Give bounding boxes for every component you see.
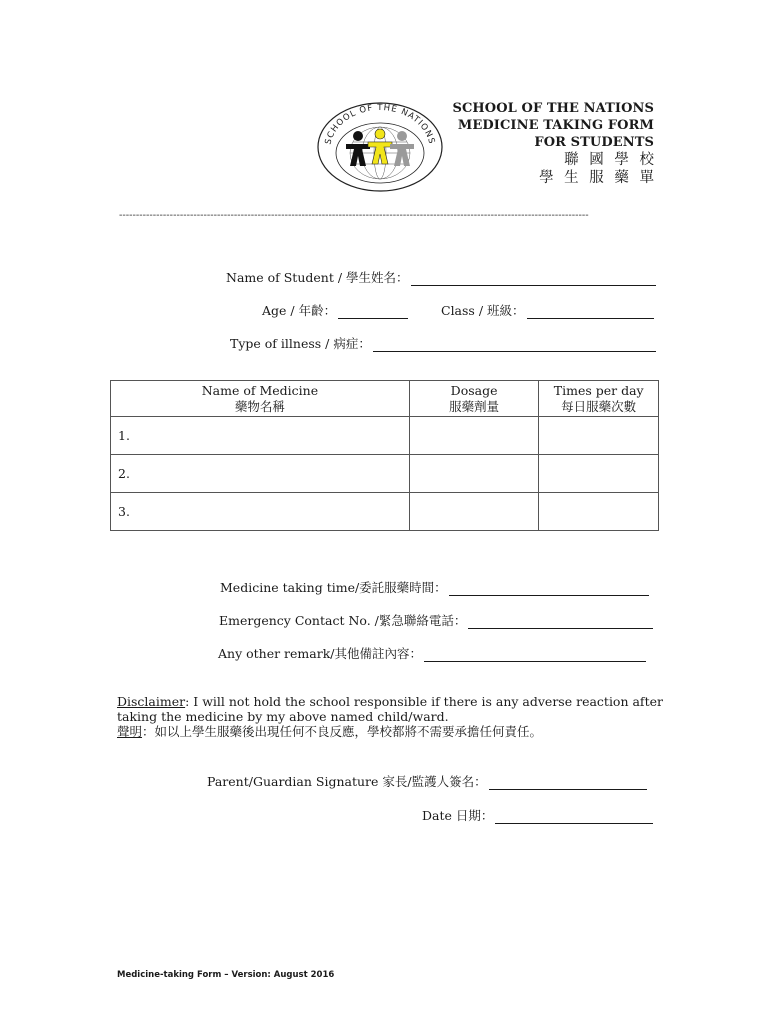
disclaimer-text: : I will not hold the school responsible if there is any adverse reaction after taking the medicine by my above named child/ward.	[117, 694, 663, 724]
age-field[interactable]	[262, 301, 408, 319]
table-row	[111, 455, 659, 493]
footer-version: Medicine-taking Form – Version: August 2016	[117, 970, 335, 980]
date-label: Date 日期：	[422, 808, 494, 823]
illness-input[interactable]	[373, 338, 656, 352]
dosage-header: Dosage 服藥劑量	[409, 381, 539, 417]
dosage-cell[interactable]	[409, 455, 539, 493]
dosage-cell[interactable]	[409, 493, 539, 531]
disclaimer-zh	[117, 724, 677, 739]
disclaimer-label-zh: 聲明	[117, 724, 143, 739]
form-title: MEDICINE TAKING FORM	[457, 118, 654, 133]
remark-field[interactable]	[218, 644, 646, 662]
illness-label: Type of illness / 病症：	[230, 336, 371, 351]
parent-signature-input[interactable]	[489, 776, 647, 790]
disclaimer	[117, 694, 677, 739]
age-input[interactable]	[338, 305, 408, 319]
student-name-field[interactable]	[226, 268, 656, 286]
date-input[interactable]	[495, 810, 653, 824]
logo-ring-text: SCHOOL OF THE NATIONS	[323, 102, 437, 146]
remark-input[interactable]	[424, 648, 646, 662]
taking-time-input[interactable]	[449, 582, 649, 596]
times-cell[interactable]	[539, 417, 659, 455]
taking-time-field[interactable]	[220, 578, 649, 596]
medicine-name-cell[interactable]: 3.	[111, 493, 410, 531]
class-input[interactable]	[527, 305, 654, 319]
medicine-name-cell[interactable]: 1.	[111, 417, 410, 455]
medicine-table	[110, 380, 659, 531]
emergency-contact-label: Emergency Contact No. /緊急聯絡電話：	[219, 613, 467, 628]
date-field[interactable]	[422, 806, 653, 824]
disclaimer-text-zh: ：如以上學生服藥後出現任何不良反應，學校都將不需要承擔任何責任。	[142, 724, 543, 739]
medicine-name-cell[interactable]: 2.	[111, 455, 410, 493]
student-name-input[interactable]	[411, 272, 656, 286]
school-name: SCHOOL OF THE NATIONS	[452, 101, 654, 116]
school-name-zh: 聯 國 學 校	[564, 152, 657, 168]
illness-field[interactable]	[230, 334, 656, 352]
student-name-label: Name of Student / 學生姓名：	[226, 270, 409, 285]
remark-label: Any other remark/其他備註內容：	[218, 646, 422, 661]
emergency-contact-field[interactable]	[219, 611, 653, 629]
table-row	[111, 493, 659, 531]
taking-time-label: Medicine taking time/委託服藥時間：	[220, 580, 447, 595]
times-per-day-header: Times per day 每日服藥次數	[539, 381, 659, 417]
medicine-name-header: Name of Medicine 藥物名稱	[111, 381, 410, 417]
times-cell[interactable]	[539, 493, 659, 531]
figure-yellow-icon	[368, 129, 392, 164]
table-row	[111, 417, 659, 455]
class-field[interactable]	[441, 301, 654, 319]
dashed-divider: -------------------------------------------------------------------------------------------------------------------------------------------	[119, 210, 589, 221]
form-header	[452, 100, 657, 187]
dosage-cell[interactable]	[409, 417, 539, 455]
times-cell[interactable]	[539, 455, 659, 493]
table-header-row	[111, 381, 659, 417]
disclaimer-en	[117, 694, 677, 724]
disclaimer-label: Disclaimer	[117, 694, 186, 709]
emergency-contact-input[interactable]	[468, 615, 653, 629]
age-label: Age / 年齡：	[262, 303, 337, 318]
parent-signature-field[interactable]	[207, 772, 647, 790]
parent-signature-label: Parent/Guardian Signature 家長/監護人簽名：	[207, 774, 487, 789]
form-title-zh: 學 生 服 藥 單	[539, 170, 657, 186]
class-label: Class / 班級：	[441, 303, 525, 318]
form-subtitle: FOR STUDENTS	[534, 135, 654, 150]
school-logo	[316, 100, 444, 192]
